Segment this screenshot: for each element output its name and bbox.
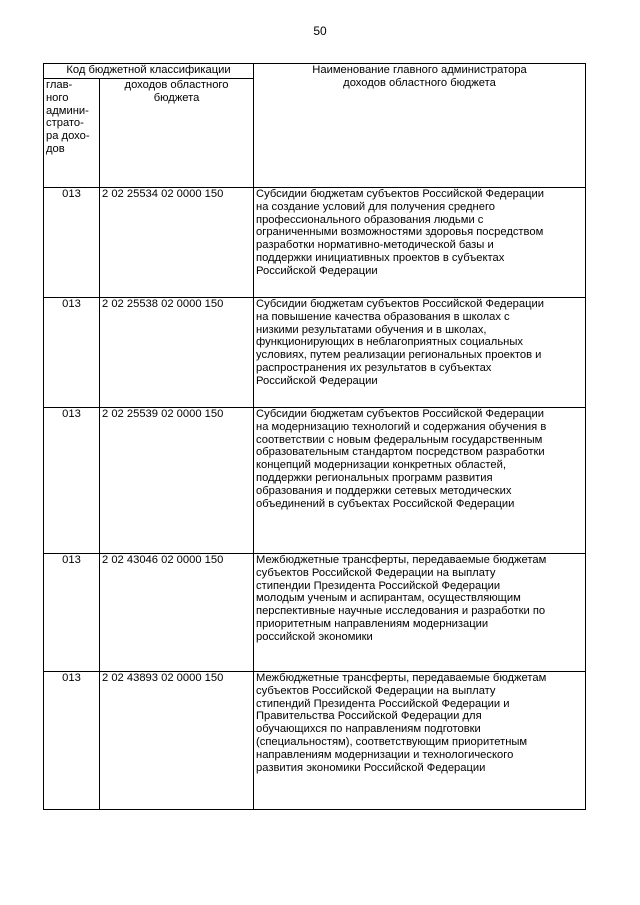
- classification-code-cell: 2 02 25534 02 0000 150: [100, 188, 254, 298]
- administrator-name-header-line: доходов областного бюджета: [343, 76, 496, 89]
- administrator-name-header-line: Наименование главного администратора: [312, 64, 527, 76]
- regional-income-header: [100, 79, 254, 188]
- main-administrator-header-line: дов: [46, 142, 65, 155]
- table-row: [44, 298, 586, 408]
- table-row: [44, 188, 586, 298]
- budget-classification-header: Код бюджетной классификации: [44, 64, 254, 79]
- revenue-description-cell: [254, 188, 586, 298]
- regional-income-header-line: доходов областного: [124, 79, 229, 91]
- administrator-code-cell: 013: [44, 554, 100, 672]
- table-body: [44, 64, 586, 810]
- classification-code-cell: 2 02 43046 02 0000 150: [100, 554, 254, 672]
- header-row-group: [44, 64, 586, 79]
- classification-code-cell: 2 02 43893 02 0000 150: [100, 672, 254, 810]
- main-administrator-header-line: страто-: [46, 117, 84, 130]
- revenue-description-text: Субсидии бюджетам субъектов Российской Федерации на создание условий для получения среднего профессионального образования людьми с ограниченными возможностями здоровья посредством разработки нормативно-методической базы и поддержки инициативных проектов в субъектах Российской Федерации: [256, 188, 545, 277]
- regional-income-header-line: бюджета: [153, 91, 200, 104]
- table-row: [44, 408, 586, 554]
- main-administrator-header-line: глав-: [46, 79, 73, 91]
- administrator-code-cell: 013: [44, 408, 100, 554]
- page-number: 50: [313, 24, 327, 38]
- revenue-description-text: Межбюджетные трансферты, передаваемые бюджетам субъектов Российской Федерации на выплату стипендии Президента Российской Федерации молодым ученым и аспирантам, осуществляющим перспективные научные исследования и разработки по приоритетным направлениям модернизации российской экономики: [256, 554, 547, 643]
- revenue-description-text: Субсидии бюджетам субъектов Российской Федерации на модернизацию технологий и содержания обучения в соответствии с новым федеральным государственным образовательным стандартом посредством разработки концепций модернизации конкретных областей, поддержки региональных программ развития образования и поддержки сетевых методических объединений в субъектах Российской Федерации: [256, 408, 547, 510]
- main-administrator-header: [44, 79, 100, 188]
- table-row: [44, 672, 586, 810]
- revenue-description-text: Межбюджетные трансферты, передаваемые бюджетам субъектов Российской Федерации на выплату стипендий Президента Российской Федерации и Правительства Российской Федерации для обучающихся по направлениям подготовки (специальностям), соответствующим приоритетным направлениям модернизации и технологического развития экономики Российской Федерации: [256, 672, 547, 774]
- revenue-description-cell: [254, 298, 586, 408]
- revenue-description-cell: [254, 672, 586, 810]
- budget-classification-table: [43, 63, 586, 810]
- classification-code-cell: 2 02 25539 02 0000 150: [100, 408, 254, 554]
- administrator-name-header: [254, 64, 586, 188]
- revenue-description-cell: [254, 408, 586, 554]
- table-row: [44, 554, 586, 672]
- administrator-code-cell: 013: [44, 672, 100, 810]
- administrator-code-cell: 013: [44, 188, 100, 298]
- main-administrator-header-line: админи-: [46, 104, 89, 117]
- classification-code-cell: 2 02 25538 02 0000 150: [100, 298, 254, 408]
- main-administrator-header-line: ного: [46, 91, 69, 104]
- revenue-description-text: Субсидии бюджетам субъектов Российской Федерации на повышение качества образования в школах с низкими результатами обучения и в школах, функционирующих в неблагоприятных социальных условиях, путем реализации региональных проектов и распространения их результатов в субъектах Российской Федерации: [256, 298, 545, 387]
- administrator-code-cell: 013: [44, 298, 100, 408]
- revenue-description-cell: [254, 554, 586, 672]
- main-administrator-header-line: ра дохо-: [46, 130, 90, 143]
